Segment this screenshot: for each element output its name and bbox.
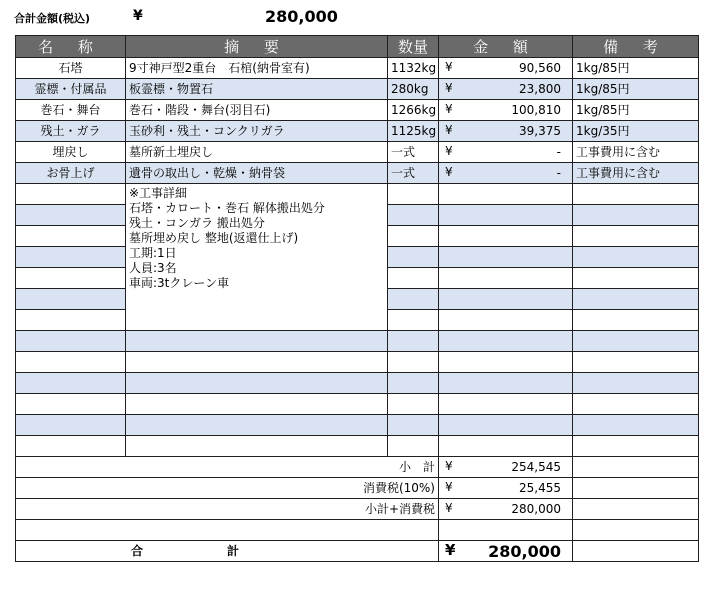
item-name: 残土・ガラ <box>16 121 126 142</box>
item-amount: 100,810 <box>511 102 561 117</box>
total-with-tax-label: 合計金額(税込) <box>14 12 91 25</box>
yen-sign: ¥ <box>445 541 456 559</box>
table-row <box>16 58 699 79</box>
memo-line: ※工事詳細 <box>129 186 188 200</box>
subtotal-cell <box>439 457 573 478</box>
table-row <box>16 100 699 121</box>
header-yen-sign: ¥ <box>133 8 143 24</box>
yen-sign: ¥ <box>445 123 453 137</box>
subtotal-plus-tax-row <box>16 499 699 520</box>
grand-total-amount: 280,000 <box>488 541 561 561</box>
item-name: 巻石・舞台 <box>16 100 126 121</box>
item-amount: 23,800 <box>519 81 561 96</box>
memo-line: 車両:3tクレーン車 <box>129 276 230 290</box>
memo-line: 墓所埋め戻し 整地(返還仕上げ) <box>129 231 299 245</box>
yen-sign: ¥ <box>445 480 453 494</box>
item-name: 霊標・付属品 <box>16 79 126 100</box>
table-row <box>16 331 699 352</box>
item-description: 板霊標・物置石 <box>126 79 388 100</box>
item-remarks: 工事費用に含む <box>573 142 699 163</box>
grand-total-row <box>16 541 699 562</box>
subtotal-row <box>16 457 699 478</box>
column-header-amount: 金 額 <box>439 36 573 58</box>
item-remarks: 1kg/85円 <box>573 79 699 100</box>
memo-line: 人員:3名 <box>129 261 177 275</box>
estimate-table <box>15 35 699 562</box>
table-row <box>16 394 699 415</box>
grand-total-cell <box>439 541 573 562</box>
item-amount-cell <box>439 100 573 121</box>
tax-cell <box>439 478 573 499</box>
table-header-row <box>16 36 699 58</box>
yen-sign: ¥ <box>445 144 453 158</box>
item-quantity: 1125kg <box>388 121 439 142</box>
subtotal-plus-tax-label: 小計+消費税 <box>16 499 439 520</box>
subtotal-label: 小 計 <box>16 457 439 478</box>
yen-sign: ¥ <box>445 102 453 116</box>
subtotal-amount: 254,545 <box>511 459 561 474</box>
table-row <box>16 163 699 184</box>
item-description: 巻石・階段・舞台(羽目石) <box>126 100 388 121</box>
column-header-quantity: 数量 <box>388 36 439 58</box>
item-name: 埋戻し <box>16 142 126 163</box>
column-header-description: 摘 要 <box>126 36 388 58</box>
yen-sign: ¥ <box>445 60 453 74</box>
yen-sign: ¥ <box>445 459 453 473</box>
item-description: 9寸神戸型2重台 石棺(納骨室有) <box>126 58 388 79</box>
spacer-row <box>16 520 699 541</box>
table-row <box>16 415 699 436</box>
item-quantity: 一式 <box>388 142 439 163</box>
item-amount: 39,375 <box>519 123 561 138</box>
table-row <box>16 121 699 142</box>
column-header-name: 名 称 <box>16 36 126 58</box>
column-header-remarks: 備 考 <box>573 36 699 58</box>
item-amount-cell <box>439 142 573 163</box>
item-name: 石塔 <box>16 58 126 79</box>
item-amount: - <box>556 165 561 180</box>
yen-sign: ¥ <box>445 501 453 515</box>
tax-row <box>16 478 699 499</box>
table-row <box>16 184 699 205</box>
item-quantity: 1132kg <box>388 58 439 79</box>
item-name: お骨上げ <box>16 163 126 184</box>
header-total-amount: 280,000 <box>265 7 338 26</box>
subtotal-plus-tax-cell <box>439 499 573 520</box>
memo-line: 工期:1日 <box>129 246 177 260</box>
memo-line: 残土・コンガラ 搬出処分 <box>129 216 265 230</box>
table-row <box>16 373 699 394</box>
item-amount-cell <box>439 58 573 79</box>
table-row <box>16 352 699 373</box>
item-quantity: 280kg <box>388 79 439 100</box>
subtotal-plus-tax-amount: 280,000 <box>511 501 561 516</box>
item-amount-cell <box>439 163 573 184</box>
item-quantity: 1266kg <box>388 100 439 121</box>
item-amount-cell <box>439 79 573 100</box>
yen-sign: ¥ <box>445 165 453 179</box>
item-amount: - <box>556 144 561 159</box>
item-remarks: 工事費用に含む <box>573 163 699 184</box>
item-description: 玉砂利・残土・コンクリガラ <box>126 121 388 142</box>
table-row <box>16 142 699 163</box>
item-amount: 90,560 <box>519 60 561 75</box>
memo-line: 石塔・カロート・巻石 解体搬出処分 <box>129 201 325 215</box>
item-description: 遺骨の取出し・乾燥・納骨袋 <box>126 163 388 184</box>
item-remarks: 1kg/85円 <box>573 100 699 121</box>
grand-total-label: 合計 <box>16 541 439 562</box>
yen-sign: ¥ <box>445 81 453 95</box>
table-row <box>16 436 699 457</box>
item-description: 墓所新土埋戻し <box>126 142 388 163</box>
item-quantity: 一式 <box>388 163 439 184</box>
tax-amount: 25,455 <box>519 480 561 495</box>
item-remarks: 1kg/85円 <box>573 58 699 79</box>
item-amount-cell <box>439 121 573 142</box>
item-remarks: 1kg/35円 <box>573 121 699 142</box>
tax-label: 消費税(10%) <box>16 478 439 499</box>
work-details-memo <box>126 184 388 331</box>
table-row <box>16 79 699 100</box>
estimate-header <box>0 0 712 30</box>
